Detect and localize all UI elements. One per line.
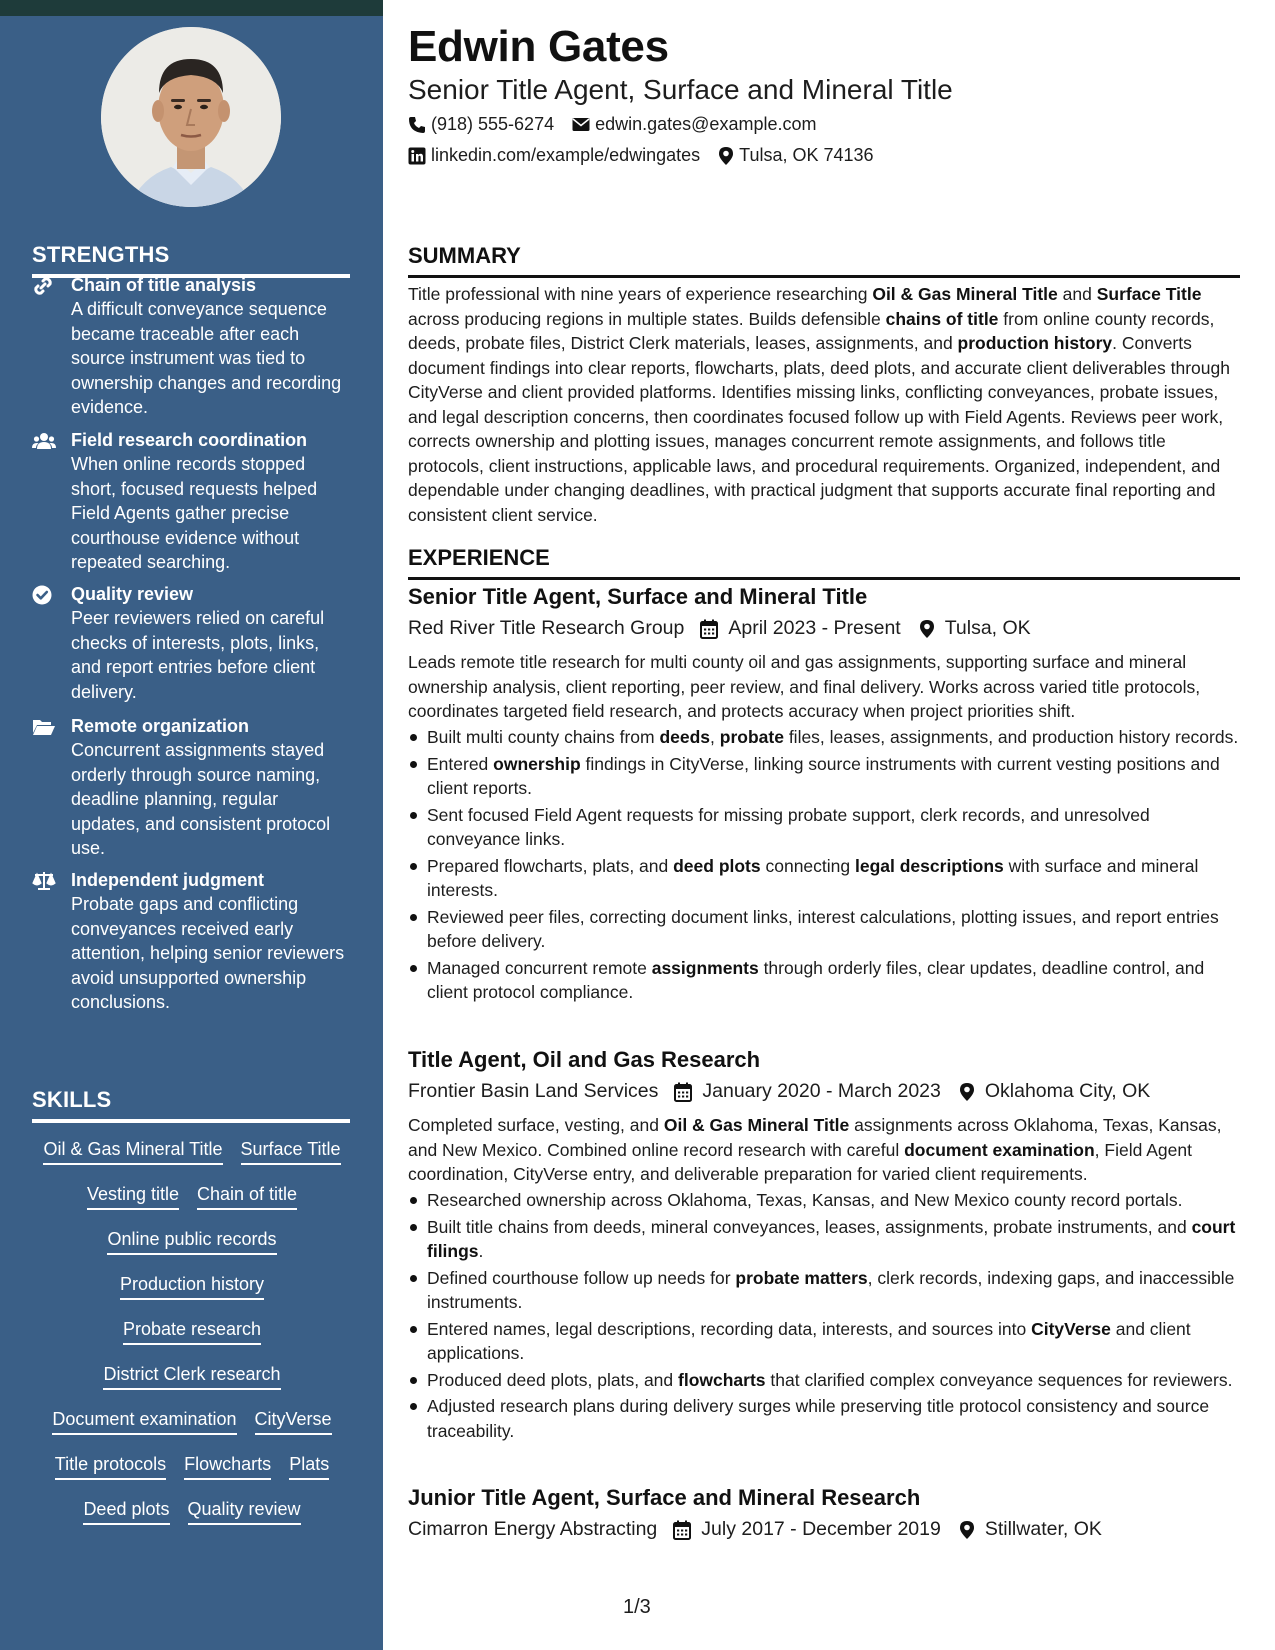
link-icon xyxy=(32,275,56,297)
skill-tag: Title protocols xyxy=(55,1452,166,1480)
company-name: Cimarron Energy Abstracting xyxy=(408,1518,658,1540)
skill-tag: Plats xyxy=(289,1452,329,1480)
strength-title: Quality review xyxy=(71,584,194,604)
strength-item xyxy=(32,714,352,861)
skills-row xyxy=(32,1452,352,1480)
sidebar-top-bar xyxy=(0,0,383,16)
skills-row xyxy=(32,1317,352,1345)
job-meta xyxy=(408,617,1031,640)
sidebar xyxy=(0,0,383,1650)
skill-tag: Quality review xyxy=(188,1497,301,1525)
page-number: 1/3 xyxy=(623,1596,651,1618)
bullet-item: Built title chains from deeds, mineral conveyances, leases, assignments, probate instruments, and court filings. xyxy=(408,1215,1240,1264)
strength-description: Concurrent assignments stayed orderly through source naming, deadline planning, regular updates, and consistent protocol use. xyxy=(71,740,331,859)
skills-row xyxy=(32,1182,352,1210)
strength-item xyxy=(32,428,352,575)
job-bullets xyxy=(408,1188,1240,1445)
bullet-item: Produced deed plots, plats, and flowcharts that clarified complex conveyance sequences for reviewers. xyxy=(408,1368,1240,1393)
map-pin-icon xyxy=(919,619,935,639)
strength-title: Remote organization xyxy=(71,716,250,736)
skills-row xyxy=(32,1407,352,1435)
job-title: Senior Title Agent, Surface and Mineral Title xyxy=(408,584,868,609)
calendar-icon xyxy=(700,619,718,639)
skills-row xyxy=(32,1497,352,1525)
candidate-name: Edwin Gates xyxy=(408,22,669,71)
skill-tag: Flowcharts xyxy=(184,1452,271,1480)
company-name: Frontier Basin Land Services xyxy=(408,1080,659,1102)
skill-tag: Deed plots xyxy=(83,1497,169,1525)
bullet-item: Sent focused Field Agent requests for missing probate support, clerk records, and unresolved conveyance links. xyxy=(408,803,1240,852)
contact-row xyxy=(408,145,874,166)
strength-item xyxy=(32,273,352,420)
calendar-icon xyxy=(673,1520,691,1540)
map-pin-icon xyxy=(959,1520,975,1540)
skill-tag: Online public records xyxy=(107,1227,276,1255)
bullet-item: Prepared flowcharts, plats, and deed plots connecting legal descriptions with surface and mineral interests. xyxy=(408,854,1240,903)
skills-row xyxy=(32,1137,352,1165)
job-title: Junior Title Agent, Surface and Mineral Research xyxy=(408,1485,921,1510)
candidate-headline: Senior Title Agent, Surface and Mineral Title xyxy=(408,74,953,105)
skills-heading: SKILLS xyxy=(32,1087,350,1123)
check-circle-icon xyxy=(32,584,56,606)
skills-row xyxy=(32,1362,352,1390)
skill-tag: Vesting title xyxy=(87,1182,179,1210)
linkedin-icon xyxy=(408,147,426,165)
bullet-item: Defined courthouse follow up needs for probate matters, clerk records, indexing gaps, and inaccessible instruments. xyxy=(408,1266,1240,1315)
job-meta xyxy=(408,1518,1102,1541)
job-location: Tulsa, OK xyxy=(944,617,1031,639)
bullet-item: Researched ownership across Oklahoma, Texas, Kansas, and New Mexico county record portals. xyxy=(408,1188,1240,1213)
job-location: Oklahoma City, OK xyxy=(984,1080,1151,1102)
location-contact xyxy=(718,145,873,166)
scale-icon xyxy=(32,870,56,892)
bullet-item: Managed concurrent remote assignments through orderly files, clear updates, deadline control, and client protocol compliance. xyxy=(408,956,1240,1005)
job-dates: July 2017 - December 2019 xyxy=(701,1518,941,1540)
summary-text: Title professional with nine years of experience researching Oil & Gas Mineral Title and Surface Title across producing regions in multiple states. Builds defensible chains of title from online county records, deeds, probate files, District Clerk materials, leases, assignments, and production history. Converts document findings into clear reports, flowcharts, plats, deed plots, and accurate client deliverables through CityVerse and client provided platforms. Identifies missing links, conflicting conveyances, probate issues, and legal description concerns, then coordinates focused follow up with Field Agents. Reviews peer work, corrects ownership and plotting issues, manages concurrent remote assignments, and follows title protocols, client instructions, applicable laws, and procedural requirements. Organized, independent, and dependable under changing deadlines, with practical judgment that supports accurate final reporting and consistent client service. xyxy=(408,284,1230,525)
strength-item xyxy=(32,582,352,704)
strength-title: Independent judgment xyxy=(71,870,264,890)
skill-tag: Document examination xyxy=(52,1407,236,1435)
bullet-item: Adjusted research plans during delivery surges while preserving title protocol consistency and source traceability. xyxy=(408,1394,1240,1443)
email-link[interactable]: edwin.gates@example.com xyxy=(595,114,817,134)
skill-tag: Oil & Gas Mineral Title xyxy=(43,1137,222,1165)
skill-tag: District Clerk research xyxy=(103,1362,280,1390)
folder-open-icon xyxy=(32,716,56,738)
strength-description: When online records stopped short, focused requests helped Field Agents gather precise courthouse evidence without repeated searching. xyxy=(71,454,318,573)
skill-tag: Probate research xyxy=(123,1317,261,1345)
strength-description: A difficult conveyance sequence became traceable after each source instrument was tied to ownership changes and recording evidence. xyxy=(71,299,342,418)
job-description: Leads remote title research for multi county oil and gas assignments, supporting surface and mineral ownership analysis, client reporting, peer review, and final delivery. Works across varied title protocols, coordinates targeted field research, and protects accuracy when project priorities shift. xyxy=(408,652,1201,721)
skill-tag: CityVerse xyxy=(255,1407,332,1435)
calendar-icon xyxy=(674,1082,692,1102)
profile-photo xyxy=(101,27,281,207)
company-name: Red River Title Research Group xyxy=(408,617,685,639)
strength-title: Chain of title analysis xyxy=(71,275,257,295)
bullet-item: Entered ownership findings in CityVerse, linking source instruments with current vesting positions and client reports. xyxy=(408,752,1240,801)
bullet-item: Reviewed peer files, correcting document links, interest calculations, plotting issues, and report entries before delivery. xyxy=(408,905,1240,954)
summary-heading: SUMMARY xyxy=(408,243,1240,278)
skill-tag: Production history xyxy=(120,1272,264,1300)
skills-row xyxy=(32,1227,352,1255)
job-meta xyxy=(408,1080,1150,1103)
job-bullets xyxy=(408,725,1240,1007)
linkedin-contact[interactable] xyxy=(408,145,700,166)
contact-row xyxy=(408,114,816,135)
map-pin-icon xyxy=(959,1082,975,1102)
strength-title: Field research coordination xyxy=(71,430,308,450)
phone-icon xyxy=(408,116,426,134)
job-dates: April 2023 - Present xyxy=(728,617,901,639)
job-title: Title Agent, Oil and Gas Research xyxy=(408,1047,761,1072)
phone-contact xyxy=(408,114,554,135)
job-description: Completed surface, vesting, and Oil & Gas Mineral Title assignments across Oklahoma, Texas, Kansas, and New Mexico. Combined online record research with careful document examination, Field Agent coordination, CityVerse entry, and deliverable preparation for varied client requirements. xyxy=(408,1115,1222,1184)
skills-row xyxy=(32,1272,352,1300)
users-icon xyxy=(32,430,56,452)
job-dates: January 2020 - March 2023 xyxy=(702,1080,941,1102)
skill-tag: Surface Title xyxy=(241,1137,341,1165)
strength-item xyxy=(32,868,352,1015)
strengths-heading: STRENGTHS xyxy=(32,242,350,278)
linkedin-link[interactable]: linkedin.com/example/edwingates xyxy=(431,145,701,165)
phone-text: (918) 555-6274 xyxy=(431,114,555,134)
email-contact[interactable] xyxy=(572,114,816,135)
job-location: Stillwater, OK xyxy=(984,1518,1102,1540)
strength-description: Peer reviewers relied on careful checks of interests, plots, links, and report entries before client delivery. xyxy=(71,608,325,702)
location-text: Tulsa, OK 74136 xyxy=(739,145,874,165)
experience-heading: EXPERIENCE xyxy=(408,545,1240,580)
skill-tag: Chain of title xyxy=(197,1182,297,1210)
bullet-item: Entered names, legal descriptions, recording data, interests, and sources into CityVerse and client applications. xyxy=(408,1317,1240,1366)
envelope-icon xyxy=(572,117,590,132)
map-pin-icon xyxy=(718,146,734,166)
strength-description: Probate gaps and conflicting conveyances received early attention, helping senior reviewers avoid unsupported ownership conclusions. xyxy=(71,894,345,1013)
bullet-item: Built multi county chains from deeds, probate files, leases, assignments, and production history records. xyxy=(408,725,1240,750)
